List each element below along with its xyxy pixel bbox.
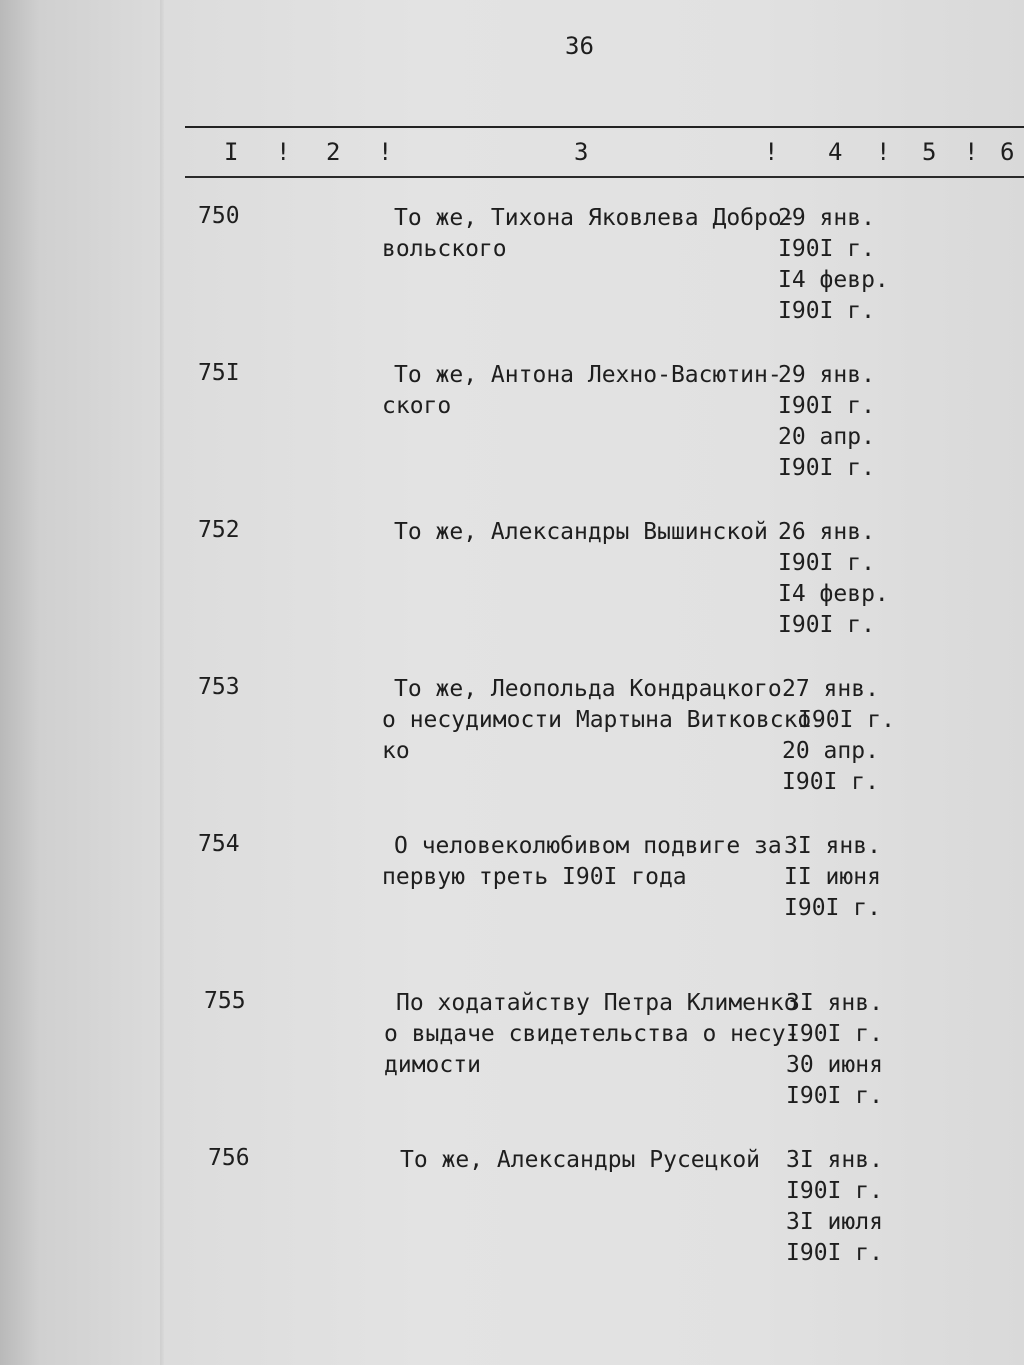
table-row bbox=[0, 831, 1024, 981]
column-header-2: 2 bbox=[326, 138, 341, 166]
column-header-1: I bbox=[224, 138, 239, 166]
entry-dates: 26 янв. I90I г. I4 февр. I90I г. bbox=[778, 519, 889, 638]
entry-dates: 29 янв. I90I г. I4 февр. I90I г. bbox=[778, 205, 889, 324]
entry-description: То же, Тихона Яковлева Добро- вольского bbox=[382, 205, 796, 262]
column-header-4: 4 bbox=[828, 138, 843, 166]
table-row bbox=[0, 1145, 1024, 1295]
entry-number: 754 bbox=[198, 831, 240, 857]
entry-description: То же, Леопольда Кондрацкого о несудимости Мартына Витковско- ко bbox=[382, 676, 826, 764]
table-row bbox=[0, 360, 1024, 510]
column-separator: ! bbox=[378, 138, 393, 166]
entry-number: 756 bbox=[208, 1145, 250, 1171]
entry-dates: 27 янв. I90I г. 20 апр. I90I г. bbox=[782, 676, 895, 795]
column-separator: ! bbox=[764, 138, 779, 166]
entry-number: 755 bbox=[204, 988, 246, 1014]
entry-dates: 3I янв. I90I г. 30 июня I90I г. bbox=[786, 990, 883, 1109]
table-row bbox=[0, 674, 1024, 824]
entry-description: То же, Антона Лехно-Васютин- ского bbox=[382, 362, 782, 419]
entry-dates: 3I янв. I90I г. 3I июля I90I г. bbox=[786, 1147, 883, 1266]
page-number: 36 bbox=[565, 32, 594, 60]
entry-description: По ходатайству Петра Клименко о выдаче свидетельства о несу- димости bbox=[384, 990, 800, 1078]
entry-description: То же, Александры Вышинской bbox=[394, 519, 768, 545]
column-separator: ! bbox=[276, 138, 291, 166]
table-row bbox=[0, 517, 1024, 667]
column-header-6: 6 bbox=[1000, 138, 1015, 166]
entry-number: 752 bbox=[198, 517, 240, 543]
entry-number: 75I bbox=[198, 360, 240, 386]
entry-number: 753 bbox=[198, 674, 240, 700]
column-header-3: 3 bbox=[574, 138, 589, 166]
table-row bbox=[0, 988, 1024, 1138]
column-header-5: 5 bbox=[922, 138, 937, 166]
table-top-rule bbox=[185, 126, 1024, 128]
entry-dates: 29 янв. I90I г. 20 апр. I90I г. bbox=[778, 362, 875, 481]
table-header-rule bbox=[185, 176, 1024, 178]
entry-dates: 3I янв. II июня I90I г. bbox=[784, 833, 881, 921]
column-separator: ! bbox=[876, 138, 891, 166]
table-row bbox=[0, 203, 1024, 353]
column-separator: ! bbox=[964, 138, 979, 166]
entry-description: То же, Александры Русецкой bbox=[400, 1147, 761, 1173]
entry-number: 750 bbox=[198, 203, 240, 229]
entry-description: О человеколюбивом подвиге за первую треть I90I года bbox=[382, 833, 782, 890]
